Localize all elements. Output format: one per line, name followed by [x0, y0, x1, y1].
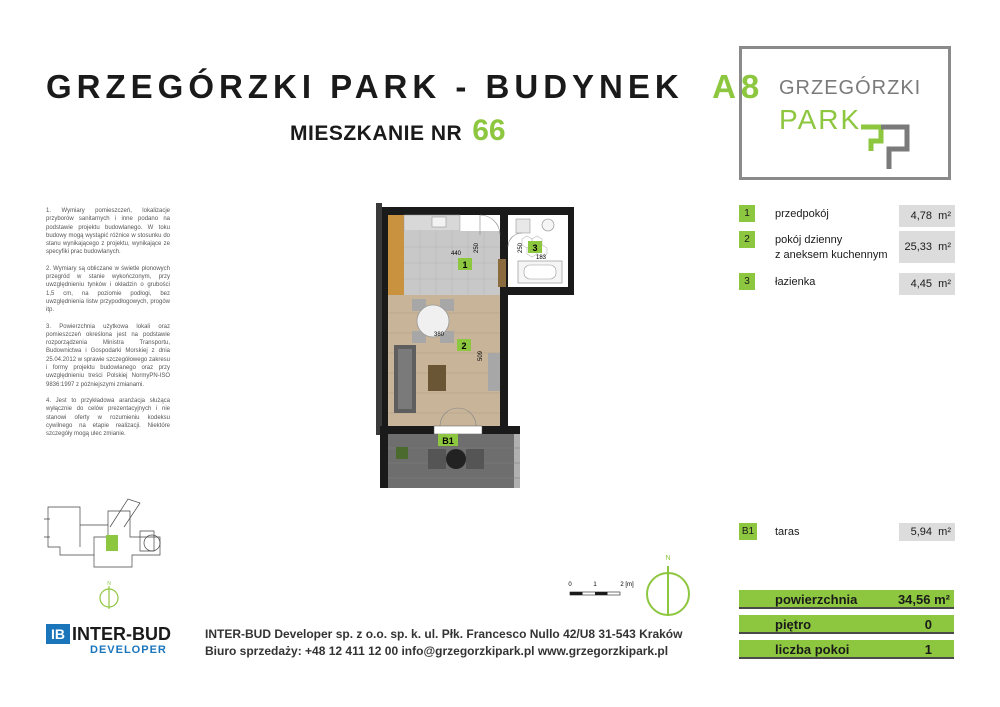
contact-info	[205, 626, 682, 660]
floor-plan	[376, 203, 576, 493]
room-name: przedpokój	[775, 208, 829, 220]
page-title	[46, 68, 764, 106]
apartment-subtitle	[290, 114, 506, 148]
room-row	[739, 205, 955, 231]
site-plan-icon	[40, 497, 180, 579]
room-area-unit: m²	[938, 210, 951, 222]
room-number: 2	[739, 231, 755, 248]
plan-label-2: 2	[461, 341, 467, 351]
plan-label-3: 3	[532, 243, 538, 253]
room-name	[775, 233, 888, 263]
room-area	[899, 273, 955, 295]
note-2: 2. Wymiary są obliczane w świetle plonowych przegród w stanie wykończonym, przy uwzględnieniu tynków i okładzin o grubości 1,5 cm, na poziomie podłogi, bez uwzględnienia listw przypodłogowych, progów itp.	[46, 265, 170, 314]
room-area-unit: m²	[938, 278, 951, 290]
brand-logo	[739, 46, 951, 180]
room-area-value: 25,33	[904, 241, 933, 253]
room-area	[899, 231, 955, 263]
scale-bar	[565, 578, 640, 600]
summary-label: powierzchnia	[775, 592, 858, 607]
dim-living-width: 380	[434, 332, 445, 338]
scale-tick-1: 1	[593, 582, 597, 588]
room-area-unit: m²	[938, 241, 951, 253]
room-number: 1	[739, 205, 755, 222]
terrace-area	[899, 523, 955, 541]
apartment-number: 66	[472, 114, 506, 147]
ib-logo-box: IB	[46, 624, 70, 644]
logo-mark-icon	[857, 101, 917, 171]
compass-north-label: N	[665, 555, 671, 562]
room-name: łazienka	[775, 276, 816, 288]
mini-compass-north-label: N	[107, 581, 111, 587]
room-area	[899, 205, 955, 227]
compass-icon	[643, 552, 693, 620]
dim-bath-width: 183	[536, 255, 547, 261]
terrace-name: taras	[775, 526, 800, 538]
room-name-line2: z aneksem kuchennym	[775, 249, 888, 261]
terrace-area-unit: m²	[938, 526, 951, 538]
room-area-value: 4,45	[910, 278, 933, 290]
room-name-line1: pokój dzienny	[775, 234, 843, 246]
room-row	[739, 273, 955, 299]
mini-compass-icon	[97, 580, 121, 610]
notes-block	[46, 207, 170, 446]
summary-value: 1	[924, 642, 932, 657]
ib-logo-sub: DEVELOPER	[90, 644, 167, 656]
summary-value: 0	[924, 617, 932, 632]
rooms-list	[739, 205, 955, 299]
summary-row	[739, 589, 955, 610]
summary-block	[739, 589, 955, 664]
logo-line1: GRZEGÓRZKI	[779, 77, 922, 99]
dim-hall-width: 440	[451, 251, 462, 257]
summary-label: liczba pokoi	[775, 642, 850, 657]
summary-value: 34,56 m²	[897, 592, 950, 607]
ib-logo-name: INTER-BUD	[72, 624, 171, 644]
terrace-number: B1	[739, 523, 757, 540]
terrace-row	[739, 523, 955, 541]
room-area-value: 4,78	[910, 210, 933, 222]
dim-bath-height: 250	[518, 242, 524, 253]
interbud-logo	[46, 624, 171, 656]
logo-line2: PARK	[779, 104, 862, 135]
plan-label-b1: B1	[442, 436, 454, 446]
apartment-label: MIESZKANIE NR	[290, 122, 463, 145]
room-number: 3	[739, 273, 755, 290]
company-contact: Biuro sprzedaży: +48 12 411 12 00 info@grzegorzkipark.pl www.grzegorzkipark.pl	[205, 644, 669, 658]
dim-living-height: 509	[478, 350, 484, 361]
summary-row	[739, 639, 955, 660]
company-address: INTER-BUD Developer sp. z o.o. sp. k. ul. Płk. Francesco Nullo 42/U8 31-543 Kraków	[205, 627, 683, 641]
title-building: A8	[712, 68, 765, 105]
room-row	[739, 231, 955, 273]
dim-hall-height: 250	[474, 242, 480, 253]
note-1: 1. Wymiary pomieszczeń, lokalizacje przyborów sanitarnych i inne podano na podstawie projektu budowlanego. W toku budowy mogą wystąpić różnice w stosunku do stanu wynikającego z projektu, wynikające ze specyfiki prac budowlanych.	[46, 208, 170, 256]
note-3: 3. Powierzchnia użytkowa lokali oraz pomieszczeń określona jest na podstawie rozporządzenia Ministra Transportu, Budownictwa i Gospodarki Morskiej z dnia 25.04.2012 w sprawie szczegółowego zakresu i formy projektu budowlanego oraz przy uwzględnieniu treści Polskiej NormyPN-ISO 9836:1997 z późniejszymi zmianami.	[46, 323, 170, 388]
summary-row	[739, 614, 955, 635]
title-main: GRZEGÓRZKI PARK - BUDYNEK	[46, 68, 684, 105]
summary-label: piętro	[775, 617, 812, 632]
note-4: 4. Jest to przykładowa aranżacja służąca wyłącznie do celów prezentacyjnych i nie stanowi oferty w rozumieniu kodeksu cywilnego na etapie realizacji. Niektóre szczegóły mogą ulec zmianie.	[46, 397, 170, 438]
scale-tick-2: 2 [m]	[620, 582, 634, 588]
scale-tick-0: 0	[568, 582, 572, 588]
plan-label-1: 1	[462, 260, 468, 270]
terrace-area-value: 5,94	[910, 526, 933, 538]
